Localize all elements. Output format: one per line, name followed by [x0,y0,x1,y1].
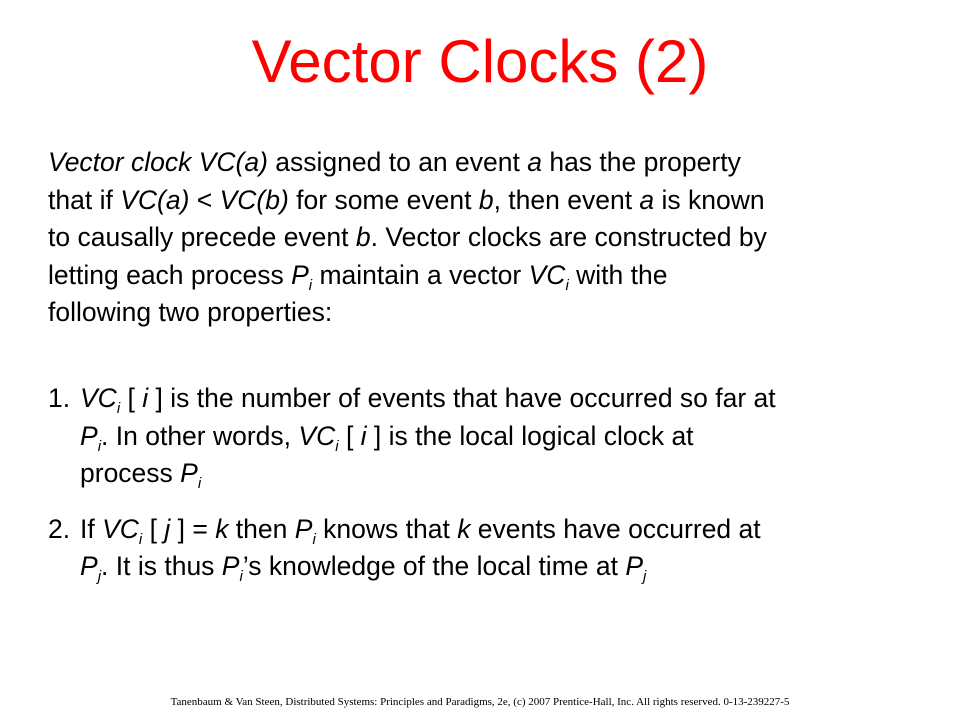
italic-text: a [527,147,542,177]
text-run: ’s knowledge of the local time at [242,551,626,581]
text-run: . In other words, [101,420,299,451]
italic-text: VC(a) [120,184,190,215]
text-run [191,147,198,177]
intro-line [48,257,928,295]
list-item-number: 1. [48,383,71,413]
text-run: assigned to an event [267,147,528,177]
italic-text: i [142,383,149,413]
text-run: knows that [315,513,458,544]
intro-paragraph [48,144,928,332]
text-run: has the property [541,147,741,177]
text-run: If [80,513,103,544]
list-item-line [80,511,928,549]
intro-line [48,182,928,220]
text-run: < [189,184,220,215]
italic-text: P [80,420,98,451]
italic-text: P [221,551,240,581]
list-item-line [80,548,928,586]
italic-text: VC [102,513,139,544]
numbered-list [48,380,928,586]
subscript-text: i [312,530,316,548]
list-item-line [80,380,928,418]
subscript-text: i [116,400,121,417]
subscript-text: i [565,276,569,294]
subscript-text: i [97,437,102,455]
slide-title: Vector Clocks (2) [251,28,709,95]
text-run: process [80,458,181,488]
text-run: , then event [493,184,640,215]
text-run: events have occurred at [470,513,761,544]
text-run: then [228,513,295,544]
italic-text: a [639,184,655,215]
italic-text: b [355,222,371,252]
italic-text: j [164,513,171,544]
subscript-text: i [308,276,313,294]
italic-text: VC(a) [198,147,268,177]
italic-text: VC [298,420,336,451]
text-run: [ [120,383,143,413]
text-run: is known [654,184,765,215]
list-item [48,511,928,586]
text-run: [ [142,513,165,544]
italic-text: P [625,551,644,581]
italic-text: P [180,458,198,488]
intro-line [48,219,928,257]
intro-line [48,144,928,182]
italic-text: P [294,513,313,544]
text-run: . Vector clocks are constructed by [370,222,767,252]
text-run: for some event [288,184,479,215]
subscript-text: i [138,530,143,548]
list-item-line [80,455,928,493]
text-run: following two properties: [48,297,333,327]
text-run: ] is the number of events that have occurred so far at [148,383,776,413]
subscript-text: i [197,475,202,492]
list-item-line [80,418,928,456]
intro-line [48,294,928,332]
list-item [48,380,928,493]
text-run: to causally precede event [48,222,356,252]
italic-text: VC(b) [219,184,289,215]
text-run: letting each process [48,259,292,290]
italic-text: P [291,259,309,290]
text-run: ] = [170,513,216,544]
subscript-text: j [643,568,647,585]
italic-text: VC [528,259,566,290]
copyright-footer: Tanenbaum & Van Steen, Distributed Systems: Principles and Paradigms, 2e, (c) 2007 Prentice-Hall, Inc. All rights reserved. 0-13-239227-5 [170,696,790,708]
text-run: maintain a vector [312,259,529,290]
text-run: ] is the local logical clock at [366,420,694,451]
subscript-text: j [97,568,102,585]
italic-text: VC [80,383,117,413]
italic-text: Vector clock [48,147,192,177]
text-run: that if [48,184,121,215]
italic-text: b [478,184,494,215]
list-item-number: 2. [48,513,71,544]
italic-text: k [215,513,229,544]
subscript-text: i [239,568,243,585]
text-run: . It is thus [101,551,222,581]
text-run: with the [568,259,668,290]
italic-text: P [80,551,98,581]
italic-text: i [360,420,367,451]
text-run: [ [338,420,361,451]
subscript-text: i [335,437,339,455]
italic-text: k [457,513,471,544]
